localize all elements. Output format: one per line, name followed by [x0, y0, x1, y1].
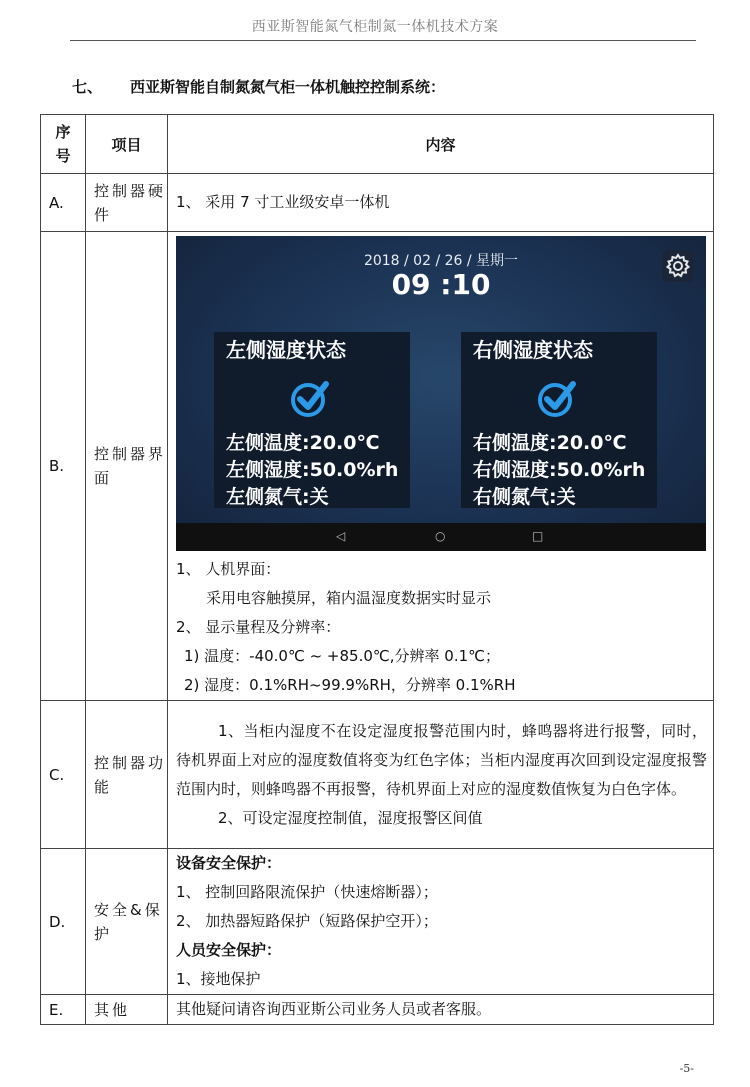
- checkmark-icon: [535, 376, 579, 424]
- header-num: 序号: [41, 115, 86, 174]
- section-heading: [72, 76, 445, 97]
- table-row: [41, 701, 714, 849]
- gear-icon: [662, 250, 694, 282]
- screen-time: 09 :10: [391, 268, 491, 301]
- left-humidity-panel: [214, 332, 410, 508]
- header-rule: [70, 40, 696, 41]
- home-icon: ○: [435, 529, 446, 543]
- row-e-line1: 其他疑问请咨询西亚斯公司业务人员或者客服。: [176, 1000, 492, 1018]
- row-b-line1: 1、 人机界面：: [176, 560, 281, 578]
- left-humidity: 左侧湿度:50.0%rh: [226, 459, 399, 481]
- right-nitrogen: 右侧氮气:关: [473, 486, 576, 508]
- row-c-item: 控制器功能: [86, 701, 168, 849]
- row-e-num: E.: [41, 995, 86, 1025]
- page-number: -5-: [679, 1062, 694, 1075]
- row-d-item: 安全&保护: [86, 849, 168, 995]
- section-title: 西亚斯智能自制氮氮气柜一体机触控控制系统：: [130, 78, 446, 96]
- row-a-item: 控制器硬件: [86, 174, 168, 232]
- document-header-title: 西亚斯智能氮气柜制氮一体机技术方案: [251, 19, 499, 35]
- row-a-content: [168, 174, 714, 232]
- row-b-line3: 2、 显示量程及分辨率：: [176, 618, 341, 636]
- spec-table: [40, 114, 714, 1025]
- left-temperature: 左侧温度:20.0℃: [226, 432, 380, 454]
- row-d-line1: 设备安全保护：: [176, 854, 282, 872]
- row-d-line2: 1、 控制回路限流保护（快速熔断器）；: [176, 883, 438, 901]
- row-d-num: D.: [41, 849, 86, 995]
- table-header-row: [41, 115, 714, 174]
- row-c-para1: 1、当柜内湿度不在设定湿度报警范围内时，蜂鸣器将进行报警，同时，待机界面上对应的湿度数值将变为红色字体；当柜内湿度再次回到设定湿度报警范围内时，则蜂鸣器不再报警，待机界面上对应的湿度数值恢复为白色字体。: [176, 721, 707, 798]
- controller-screen-image: [176, 236, 706, 551]
- header-item: 项目: [86, 115, 168, 174]
- row-e-item: 其他: [86, 995, 168, 1025]
- left-panel-title: 左侧湿度状态: [226, 338, 346, 362]
- screen-date: 2018 / 02 / 26 / 星期一: [363, 253, 519, 269]
- back-icon: ◁: [336, 529, 346, 543]
- row-d-content: [168, 849, 714, 995]
- row-d-line5: 1、接地保护: [176, 970, 261, 988]
- row-b-content: [168, 232, 714, 701]
- row-c-para2: 2、可设定湿度控制值，湿度报警区间值: [218, 808, 483, 827]
- row-d-line3: 2、 加热器短路保护（短路保护空开）；: [176, 912, 438, 930]
- left-nitrogen: 左侧氮气:关: [226, 486, 329, 508]
- row-c-content: [168, 701, 714, 849]
- row-b-item: 控制器界面: [86, 232, 168, 701]
- right-humidity-panel: [461, 332, 657, 508]
- recent-apps-icon: □: [532, 529, 544, 543]
- section-number: 七、: [72, 78, 103, 96]
- row-a-num: A.: [41, 174, 86, 232]
- row-b-line5: 2) 湿度：0.1%RH~99.9%RH，分辨率 0.1%RH: [184, 676, 516, 694]
- row-e-content: [168, 995, 714, 1025]
- table-row: [41, 174, 714, 232]
- right-humidity: 右侧湿度:50.0%rh: [473, 459, 646, 481]
- table-row: [41, 849, 714, 995]
- row-a-line1: 1、 采用 7 寸工业级安卓一体机: [176, 193, 390, 211]
- row-b-num: B.: [41, 232, 86, 701]
- table-row: [41, 995, 714, 1025]
- row-d-line4: 人员安全保护：: [176, 941, 282, 959]
- header-content: 内容: [168, 115, 714, 174]
- checkmark-icon: [288, 376, 332, 424]
- right-temperature: 右侧温度:20.0℃: [473, 432, 627, 454]
- row-b-line2: 采用电容触摸屏，箱内温湿度数据实时显示: [206, 589, 492, 607]
- right-panel-title: 右侧湿度状态: [473, 338, 593, 362]
- table-row: [41, 232, 714, 701]
- row-c-num: C.: [41, 701, 86, 849]
- row-b-line4: 1) 温度：-40.0℃ ~ +85.0℃,分辨率 0.1℃；: [184, 647, 500, 665]
- android-nav-bar: [176, 523, 706, 551]
